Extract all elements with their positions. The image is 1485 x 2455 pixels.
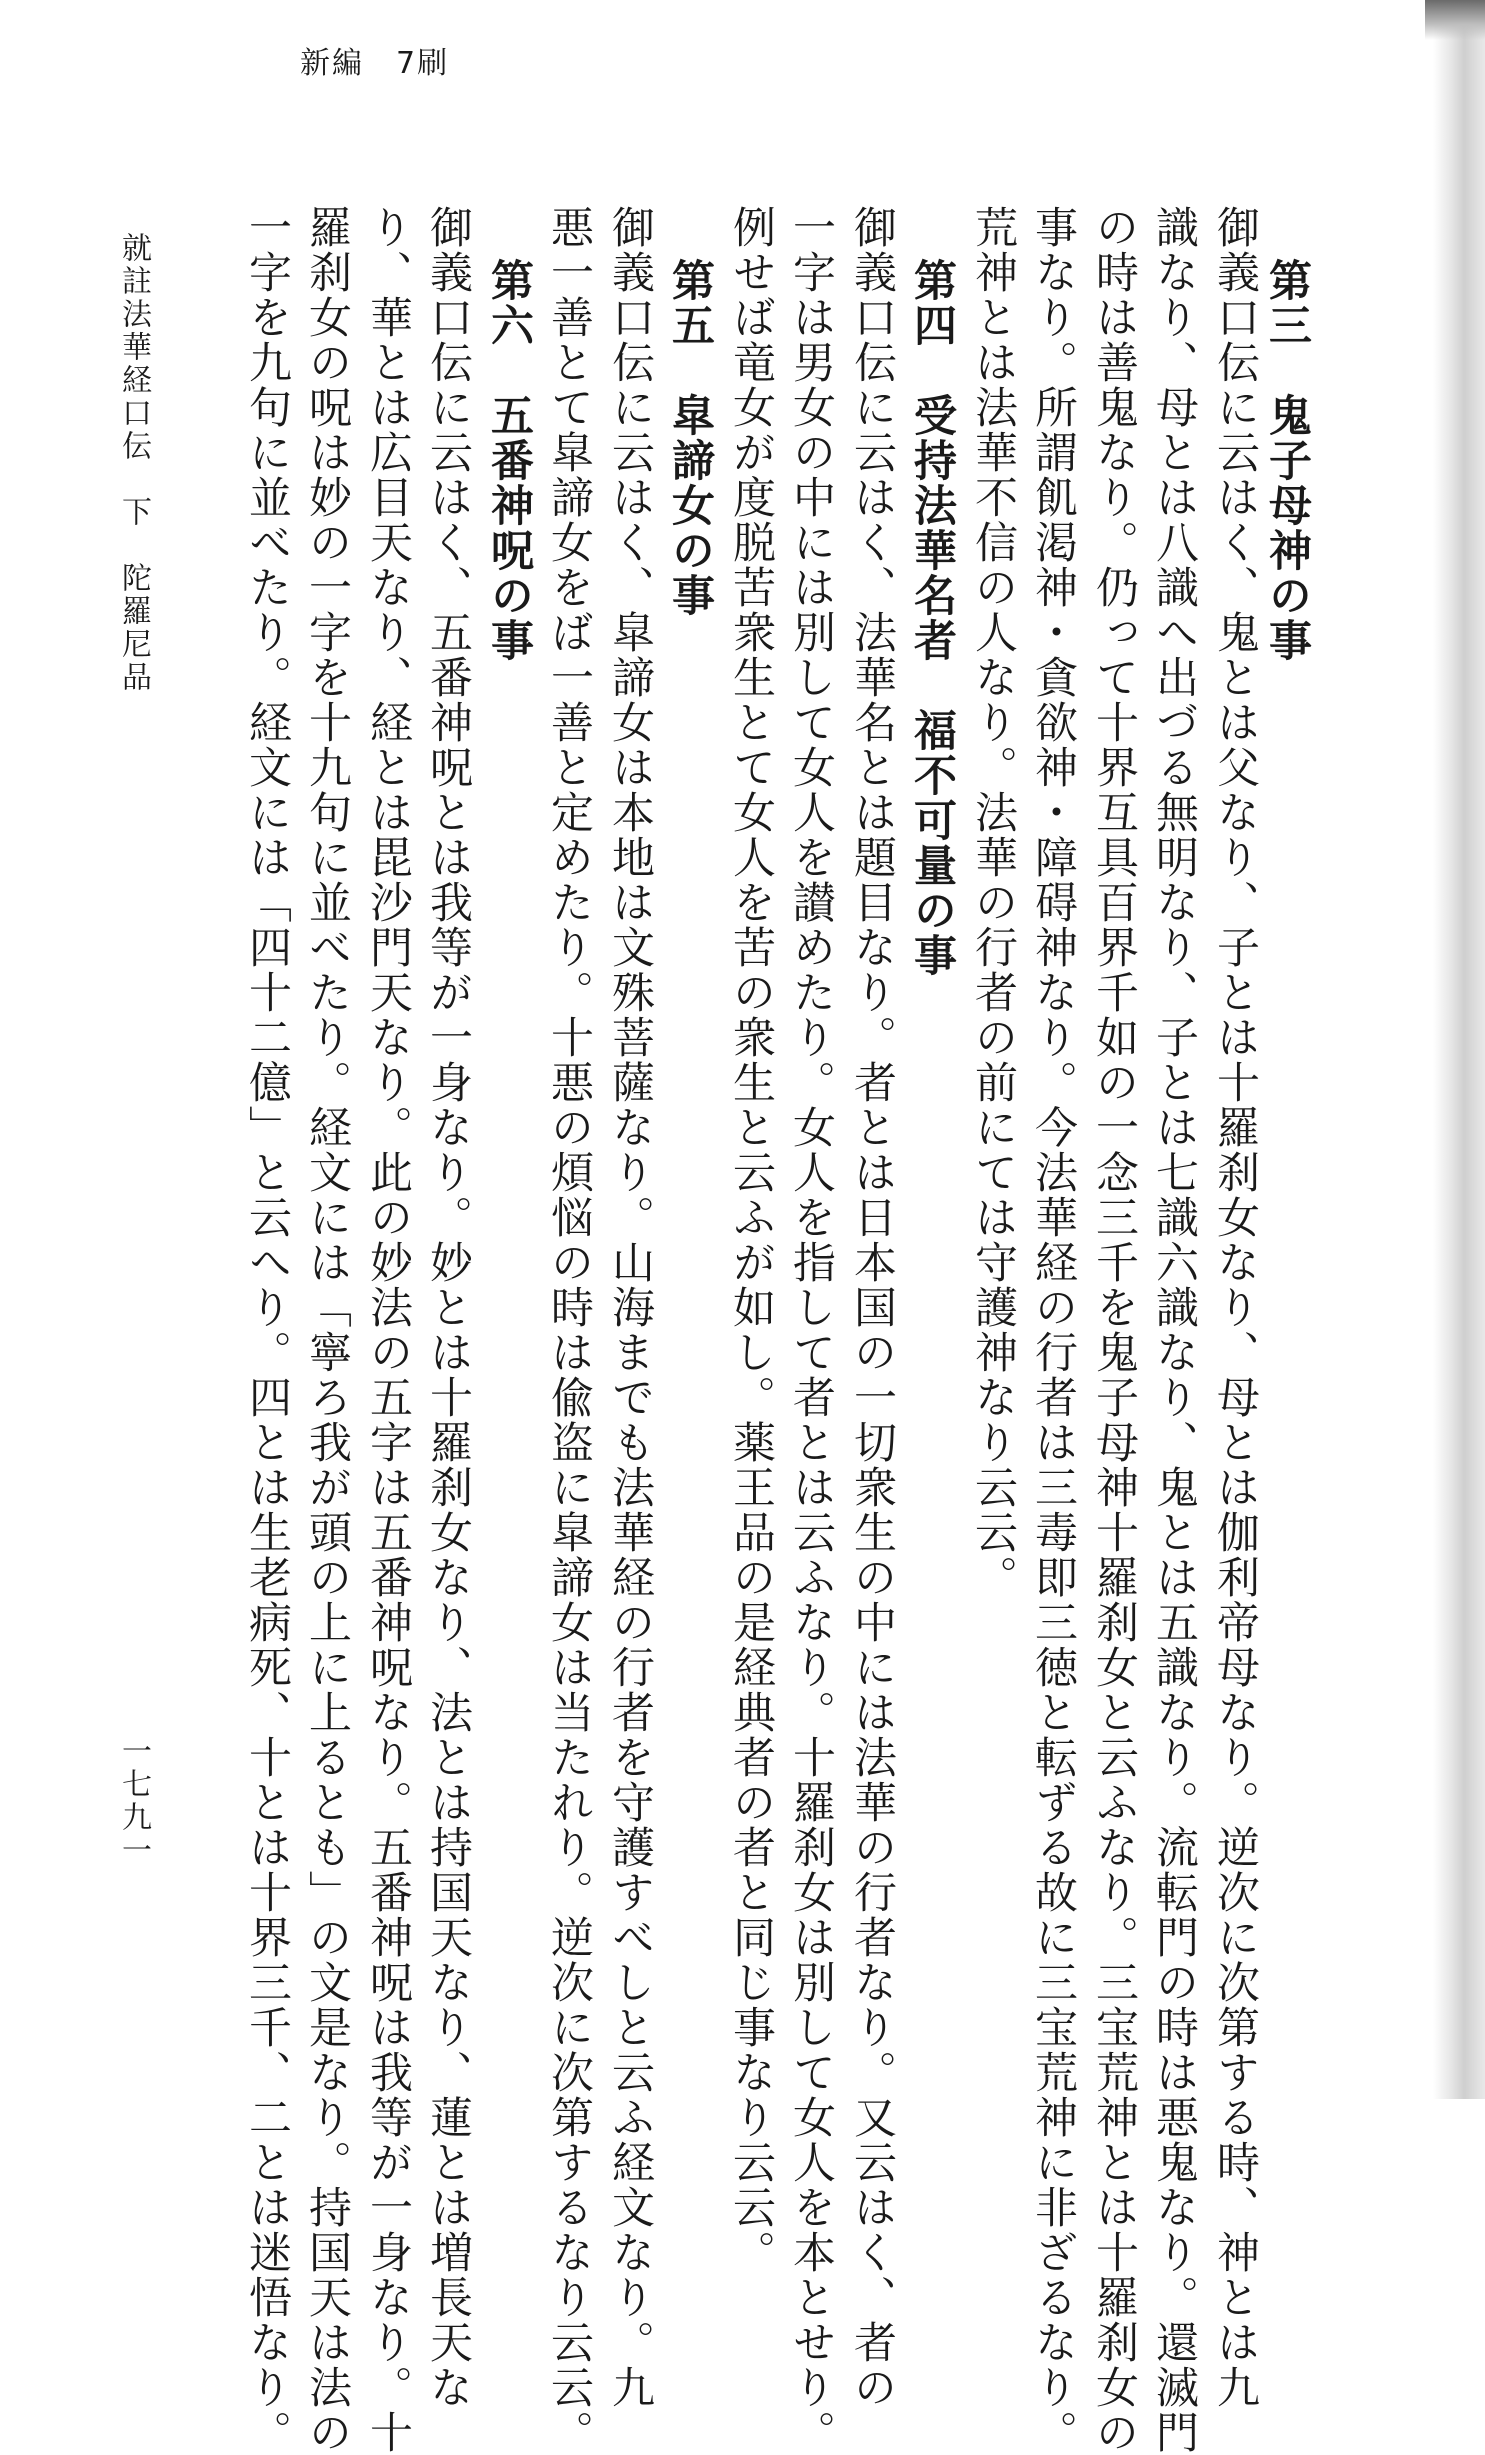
section-heading-5: 第五 皐諦女の事 <box>665 258 715 618</box>
text-column: 一字を九句に並べたり。経文には「四十二億」と云へり。四とは生老病死、十とは十界三千、二とは迷悟なり。 <box>242 205 292 2455</box>
edition-header: 新編 7刷 <box>300 46 450 81</box>
text-column: の時は善鬼なり。仍って十界互具百界千如の一念三千を鬼子母神十羅刹女と云ふなり。三宝荒神とは十羅刹女の <box>1089 205 1139 2455</box>
scan-corner-shadow <box>1425 0 1485 40</box>
section-heading-6: 第六 五番神呪の事 <box>484 258 534 663</box>
text-column: 悪一善とて皐諦女をば一善と定めたり。十悪の煩悩の時は偸盗に皐諦女は当たれり。逆次に次第するなり云云。 <box>544 205 594 2455</box>
text-column: 例せば竜女が度脱苦衆生とて女人を苦の衆生と云ふが如し。薬王品の是経典者の者と同じ事なり云云。 <box>726 205 776 2275</box>
text-column: 一字は男女の中には別して女人を讃めたり。女人を指して者とは云ふなり。十羅刹女は別して女人を本とせり。 <box>786 205 836 2455</box>
text-column: 羅刹女の呪は妙の一字を十九句に並べたり。経文には「寧ろ我が頭の上に上るとも」の文是なり。持国天は法の <box>302 205 352 2455</box>
text-column: 事なり。所謂飢渇神・貪欲神・障碍神なり。今法華経の行者は三毒即三徳と転ずる故に三宝荒神に非ざるなり。 <box>1028 205 1078 2455</box>
text-column: 識なり、母とは八識へ出づる無明なり、子とは七識六識なり、鬼とは五識なり。流転門の時は悪鬼なり。還滅門 <box>1149 205 1199 2455</box>
page-number: 一七九一 <box>116 1735 151 1867</box>
text-column: 御義口伝に云はく、法華名とは題目なり。者とは日本国の一切衆生の中には法華の行者なり。又云はく、者の <box>847 205 897 2410</box>
text-column: 御義口伝に云はく、五番神呪とは我等が一身なり。妙とは十羅刹女なり、法とは持国天なり、蓮とは増長天な <box>423 205 473 2410</box>
text-column: り、華とは広目天なり、経とは毘沙門天なり。此の妙法の五字は五番神呪なり。五番神呪は我等が一身なり。十 <box>363 205 413 2455</box>
text-column: 御義口伝に云はく、鬼とは父なり、子とは十羅刹女なり、母とは伽利帝母なり。逆次に次第する時、神とは九 <box>1210 205 1260 2410</box>
section-heading-3: 第三 鬼子母神の事 <box>1262 258 1312 663</box>
text-column: 御義口伝に云はく、皐諦女は本地は文殊菩薩なり。山海までも法華経の行者を守護すべしと云ふ経文なり。九 <box>605 205 655 2410</box>
section-heading-4: 第四 受持法華名者 福不可量の事 <box>907 258 957 978</box>
text-column: 荒神とは法華不信の人なり。法華の行者の前にては守護神なり云云。 <box>968 205 1018 1600</box>
scan-edge-shading <box>1433 0 1485 2099</box>
running-title: 就註法華経口伝 下 陀羅尼品 <box>116 232 151 694</box>
